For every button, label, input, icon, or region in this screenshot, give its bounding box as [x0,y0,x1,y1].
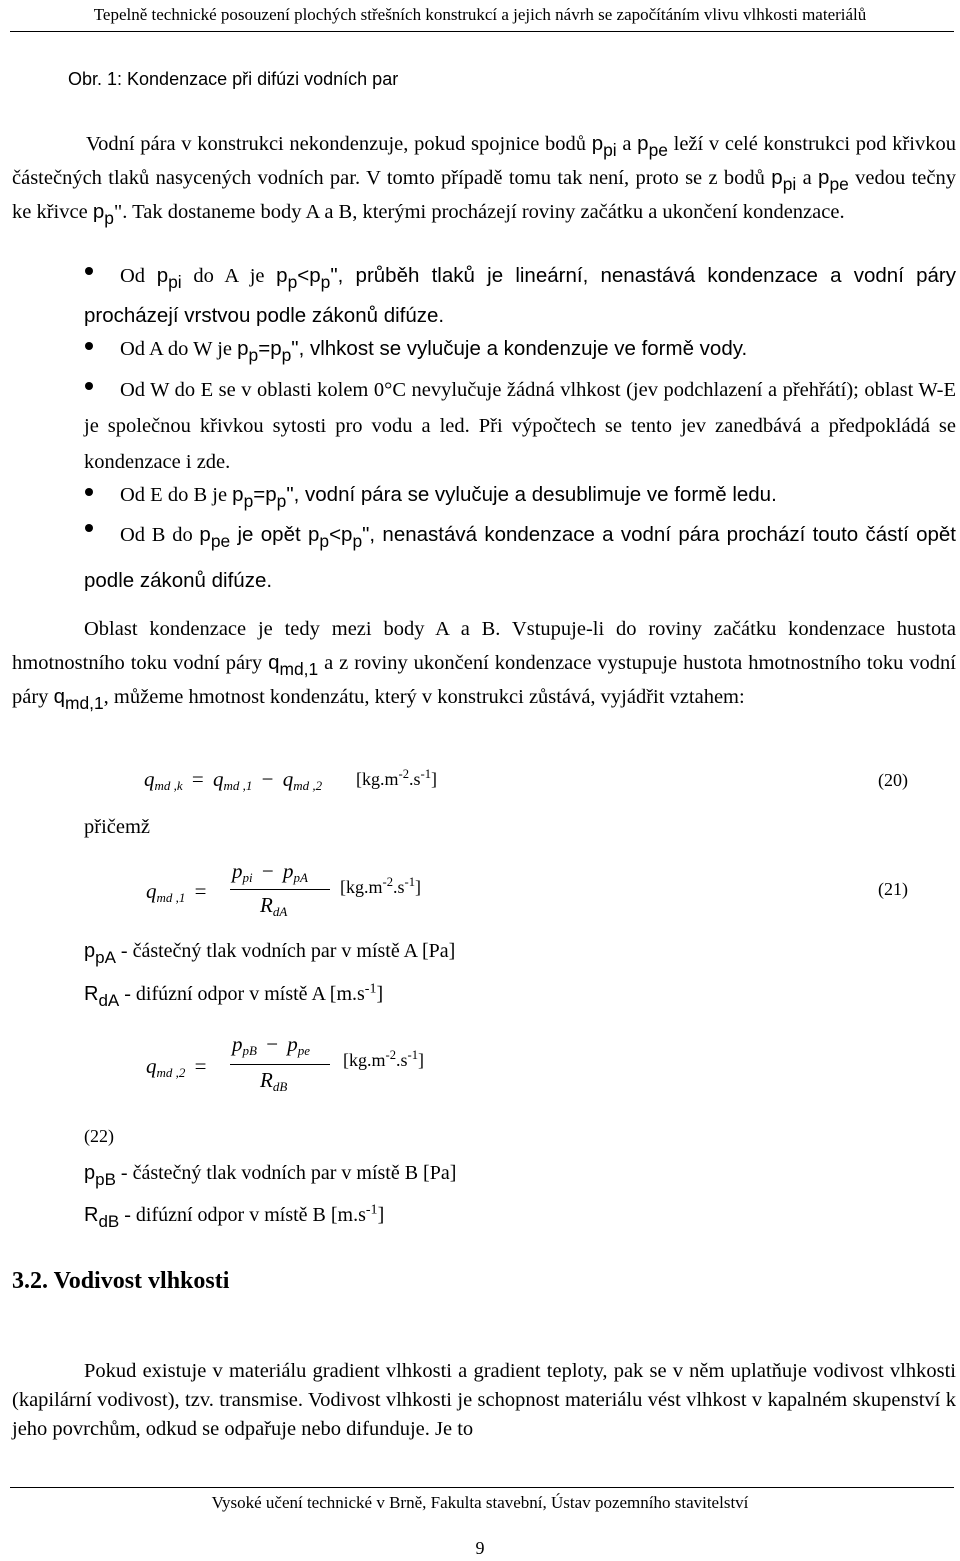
equation-21-number: (21) [878,879,908,899]
figure-caption: Obr. 1: Kondenzace při difúzi vodních par [68,69,399,89]
bullet-item-1: Od $p_{pi}$ do A je $p_p<p_p$", průběh tlaků je lineární, nenastává kondenzace a vodní páry procházejí vrstvou podle zákonů difúze. [84,264,956,327]
header-rule [10,31,954,32]
bullet-item-2: Od A do W je $p_p=p_p$", vlhkost se vylučuje a kondenzuje ve formě vody. [120,337,748,366]
page-number: 9 [475,1538,485,1558]
bullet-item-3: Od W do E se v oblasti kolem 0°C nevylučuje žádná vlhkost (jev podchlazení a přehřátí); oblast W-E je společnou křivkou sytosti pro vodu a led. Při výpočtech se tento jev zanedbává a předpokládá se kondenzace i zde. [84,379,956,473]
equation-21 [146,855,336,935]
bullet-dot [85,342,93,350]
eq22-denominator: $R_{dB}$ [260,1068,288,1094]
bullet-dot [85,488,93,496]
paragraph-2: Oblast kondenzace je tedy mezi body A a B. Vstupuje-li do roviny začátku kondenzace hustota hmotnostního toku vodní páry $q_{md,1}$ a z roviny ukončení kondenzace vystupuje hustota hmotnostního toku vodní páry $q_{md,1}$, můžeme hmotnost kondenzátu, který v konstrukci zůstává, vyjádřit vztahem: [12,618,956,714]
paragraph-1: Vodní pára v konstrukci nekondenzuje, pokud spojnice bodů $p_{pi}$ a $p_{pe}$ leží v celé konstrukci pod křivkou částečných tlaků nasycených vodních par. V tomto případě tomu tak není, proto se z bodů $p_{pi}$ a $p_{pe}$ vedou tečny ke křivce $p_p$". Tak dostaneme body A a B, kterými procházejí roviny začátku a ukončení kondenzace. [12,132,956,229]
eq22-lhs: $q_{md ,2}$ = [146,1054,207,1080]
eq22-fraction-bar [230,1064,330,1065]
equation-20-unit: $[kg.m^{-2}.s^{-1}]$ [356,767,438,789]
pricemz-label: přičemž [84,816,151,838]
definition-ppA: $p_{pA}$ - částečný tlak vodních par v místě A [Pa] [84,940,456,967]
section-heading: 3.2. Vodivost vlhkosti [12,1268,230,1294]
eq21-fraction-bar [230,889,330,890]
eq22-numerator: $p_{pB} - p_{pe}$ [232,1032,311,1058]
equation-22 [146,1030,336,1110]
definition-RdA: $R_{dA}$ - difúzní odpor v místě A $[m.s^{-1}]$ [84,981,384,1010]
page-footer: Vysoké učení technické v Brně, Fakulta stavební, Ústav pozemního stavitelství [211,1493,749,1512]
definition-ppB: $p_{pB}$ - částečný tlak vodních par v místě B [Pa] [84,1162,457,1189]
equation-21-unit: $[kg.m^{-2}.s^{-1}]$ [340,875,422,897]
definition-RdB: $R_{dB}$ - difúzní odpor v místě B $[m.s^{-1}]$ [84,1202,385,1231]
eq21-numerator: $p_{pi} - p_{pA}$ [232,859,308,885]
eq21-denominator: $R_{dA}$ [260,893,288,919]
page-header: Tepelně technické posouzení plochých střešních konstrukcí a jejich návrh se započítáním vlivu vlhkosti materiálů [93,5,867,24]
equation-22-number: (22) [84,1126,114,1146]
footer-rule [10,1487,954,1488]
bullet-item-5: Od B do $p_{pe}$ je opět $p_p<p_p$", nenastává kondenzace a vodní pára prochází touto částí opět podle zákonů difúze. [84,523,956,592]
equation-20-number: (20) [878,770,908,790]
paragraph-3: Pokud existuje v materiálu gradient vlhkosti a gradient teploty, pak se v něm uplatňuje vodivost vlhkosti (kapilární vodivost), tzv. transmise. Vodivost vlhkosti je schopnost materiálu vést vlhkost v kapalném skupenství k jeho povrchům, odkud se odpařuje nebo difunduje. Je to [12,1360,956,1440]
bullet-item-4: Od E do B je $p_p=p_p$", vodní pára se vylučuje a desublimuje ve formě ledu. [120,483,777,512]
eq21-lhs: $q_{md ,1}$ = [146,879,207,905]
equation-22-unit: $[kg.m^{-2}.s^{-1}]$ [343,1048,425,1070]
equation-20: $q_{md ,k} = q_{md ,1} - q_{md ,2}$ [144,767,323,793]
